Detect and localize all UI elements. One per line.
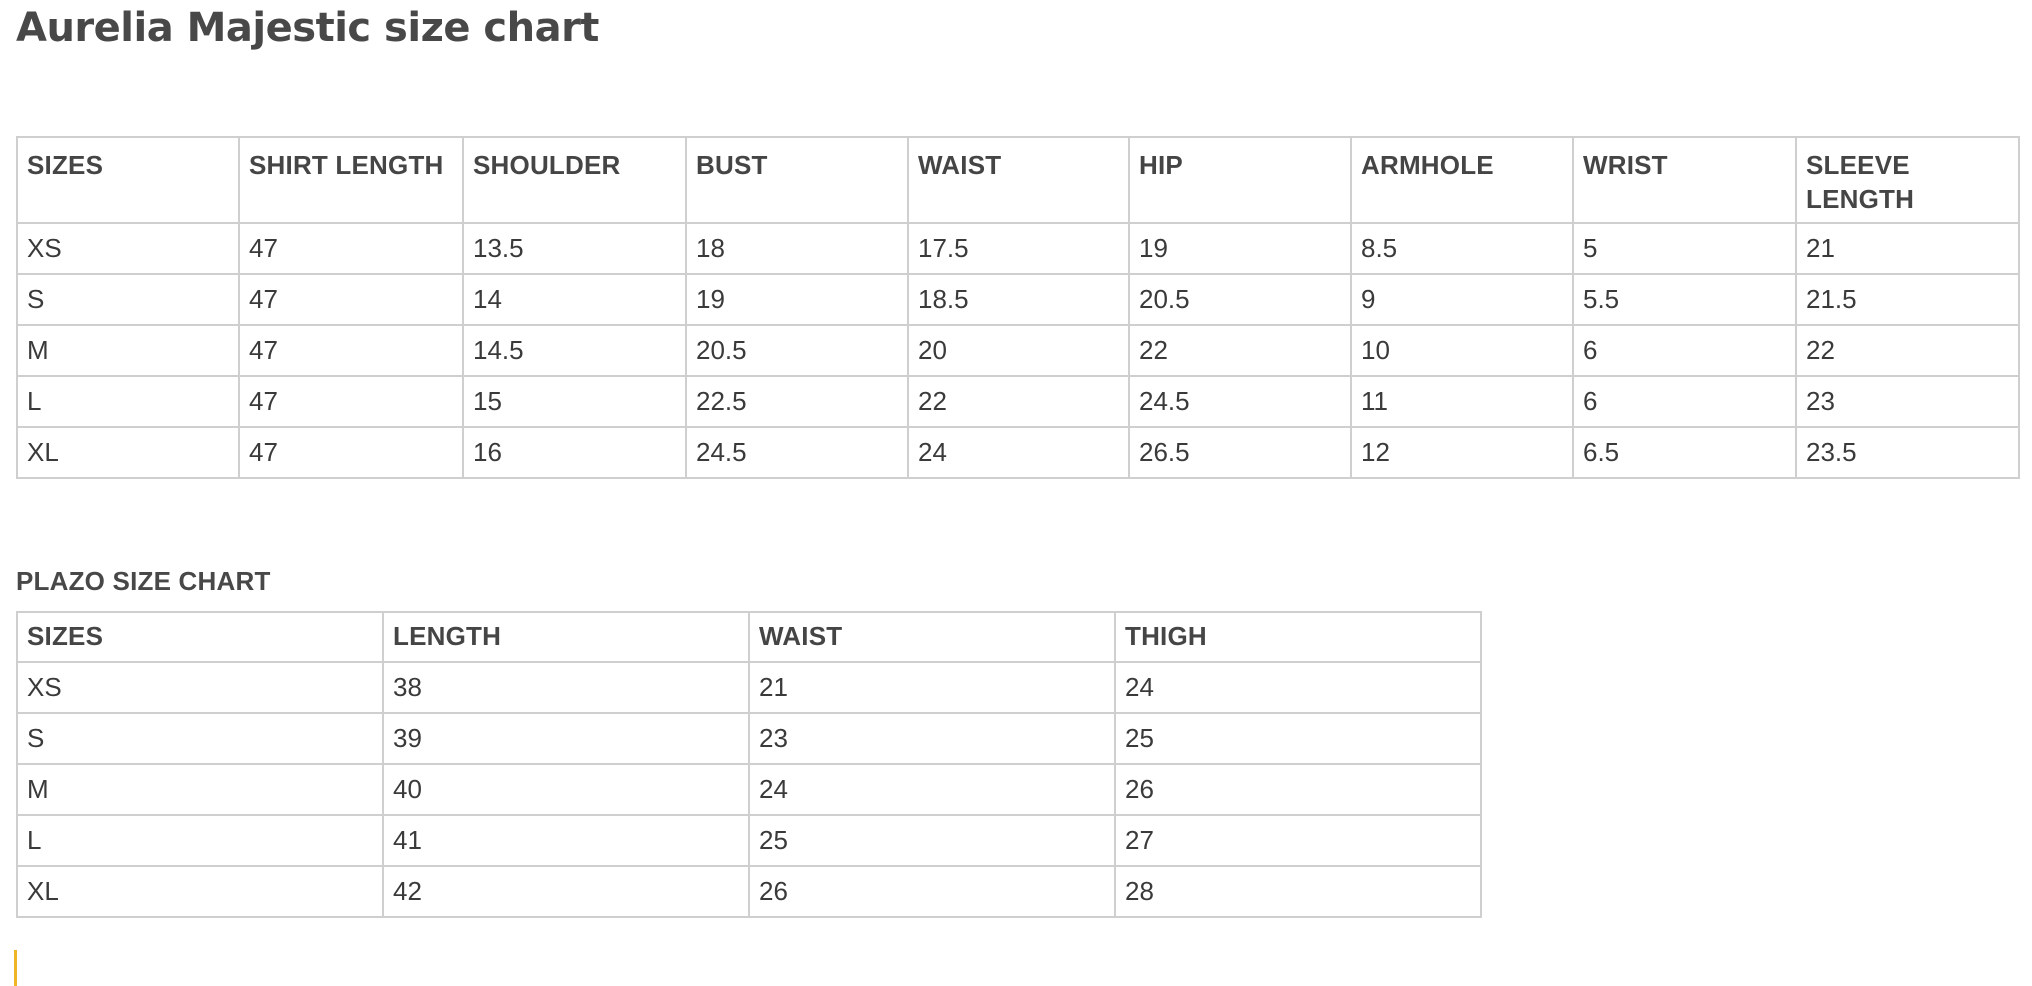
table-cell: 14 xyxy=(463,274,686,325)
table-cell: L xyxy=(17,376,239,427)
column-header-shoulder: SHOULDER xyxy=(463,137,686,223)
table-cell: 22 xyxy=(1129,325,1351,376)
table-cell: 21.5 xyxy=(1796,274,2019,325)
table-row xyxy=(17,815,1481,866)
table-cell: 24 xyxy=(908,427,1129,478)
table-cell: 20.5 xyxy=(1129,274,1351,325)
table-cell: L xyxy=(17,815,383,866)
column-header-waist: WAIST xyxy=(749,612,1115,662)
text-cursor[interactable] xyxy=(14,950,17,986)
table-cell: 6 xyxy=(1573,376,1796,427)
table-cell: M xyxy=(17,764,383,815)
table-cell: 47 xyxy=(239,325,463,376)
table-cell: 24 xyxy=(1115,662,1481,713)
table-cell: S xyxy=(17,274,239,325)
table-row xyxy=(17,866,1481,917)
table-cell: 18 xyxy=(686,223,908,274)
table-cell: 41 xyxy=(383,815,749,866)
table-cell: 26 xyxy=(1115,764,1481,815)
table-row xyxy=(17,325,2019,376)
table-cell: 6 xyxy=(1573,325,1796,376)
table-cell: 10 xyxy=(1351,325,1573,376)
column-header-thigh: THIGH xyxy=(1115,612,1481,662)
table-cell: 23 xyxy=(1796,376,2019,427)
column-header-hip: HIP xyxy=(1129,137,1351,223)
table-row xyxy=(17,713,1481,764)
plazo-size-table xyxy=(16,611,1482,918)
table-row xyxy=(17,274,2019,325)
table-cell: XS xyxy=(17,223,239,274)
table-cell: 26 xyxy=(749,866,1115,917)
table-cell: 22.5 xyxy=(686,376,908,427)
table-cell: 42 xyxy=(383,866,749,917)
table-cell: 23.5 xyxy=(1796,427,2019,478)
table-cell: 16 xyxy=(463,427,686,478)
table-cell: 21 xyxy=(1796,223,2019,274)
table-cell: 47 xyxy=(239,427,463,478)
table-cell: 11 xyxy=(1351,376,1573,427)
table-row xyxy=(17,764,1481,815)
table-cell: 24.5 xyxy=(686,427,908,478)
table-cell: XL xyxy=(17,866,383,917)
table-cell: XL xyxy=(17,427,239,478)
column-header-waist: WAIST xyxy=(908,137,1129,223)
column-header-armhole: ARMHOLE xyxy=(1351,137,1573,223)
plazo-section-heading: PLAZO SIZE CHART xyxy=(16,566,271,596)
table-cell: 27 xyxy=(1115,815,1481,866)
column-header-shirt-length: SHIRT LENGTH xyxy=(239,137,463,223)
table-cell: 22 xyxy=(908,376,1129,427)
column-header-sleeve-length: SLEEVE LENGTH xyxy=(1796,137,2019,223)
table-cell: 14.5 xyxy=(463,325,686,376)
table-cell: 26.5 xyxy=(1129,427,1351,478)
table-row xyxy=(17,376,2019,427)
table-cell: 47 xyxy=(239,274,463,325)
table-cell: XS xyxy=(17,662,383,713)
table-cell: 18.5 xyxy=(908,274,1129,325)
table-header-row xyxy=(17,137,2019,223)
table-cell: 25 xyxy=(749,815,1115,866)
shirt-size-table xyxy=(16,136,2020,479)
table-cell: 25 xyxy=(1115,713,1481,764)
table-cell: 20 xyxy=(908,325,1129,376)
table-cell: 24.5 xyxy=(1129,376,1351,427)
table-cell: 38 xyxy=(383,662,749,713)
table-cell: 8.5 xyxy=(1351,223,1573,274)
table-cell: 15 xyxy=(463,376,686,427)
table-cell: S xyxy=(17,713,383,764)
column-header-sizes: SIZES xyxy=(17,137,239,223)
table-cell: 24 xyxy=(749,764,1115,815)
table-cell: 12 xyxy=(1351,427,1573,478)
table-cell: 6.5 xyxy=(1573,427,1796,478)
table-cell: 5 xyxy=(1573,223,1796,274)
table-cell: 19 xyxy=(686,274,908,325)
page-title: Aurelia Majestic size chart xyxy=(16,5,599,51)
table-row xyxy=(17,223,2019,274)
table-row xyxy=(17,662,1481,713)
table-cell: 39 xyxy=(383,713,749,764)
table-cell: 5.5 xyxy=(1573,274,1796,325)
column-header-wrist: WRIST xyxy=(1573,137,1796,223)
table-cell: M xyxy=(17,325,239,376)
table-header-row xyxy=(17,612,1481,662)
table-cell: 13.5 xyxy=(463,223,686,274)
table-cell: 40 xyxy=(383,764,749,815)
column-header-bust: BUST xyxy=(686,137,908,223)
table-cell: 47 xyxy=(239,376,463,427)
table-cell: 28 xyxy=(1115,866,1481,917)
table-cell: 9 xyxy=(1351,274,1573,325)
table-cell: 21 xyxy=(749,662,1115,713)
column-header-sizes: SIZES xyxy=(17,612,383,662)
table-cell: 20.5 xyxy=(686,325,908,376)
column-header-length: LENGTH xyxy=(383,612,749,662)
table-cell: 22 xyxy=(1796,325,2019,376)
table-cell: 19 xyxy=(1129,223,1351,274)
table-row xyxy=(17,427,2019,478)
table-cell: 47 xyxy=(239,223,463,274)
table-cell: 17.5 xyxy=(908,223,1129,274)
table-cell: 23 xyxy=(749,713,1115,764)
